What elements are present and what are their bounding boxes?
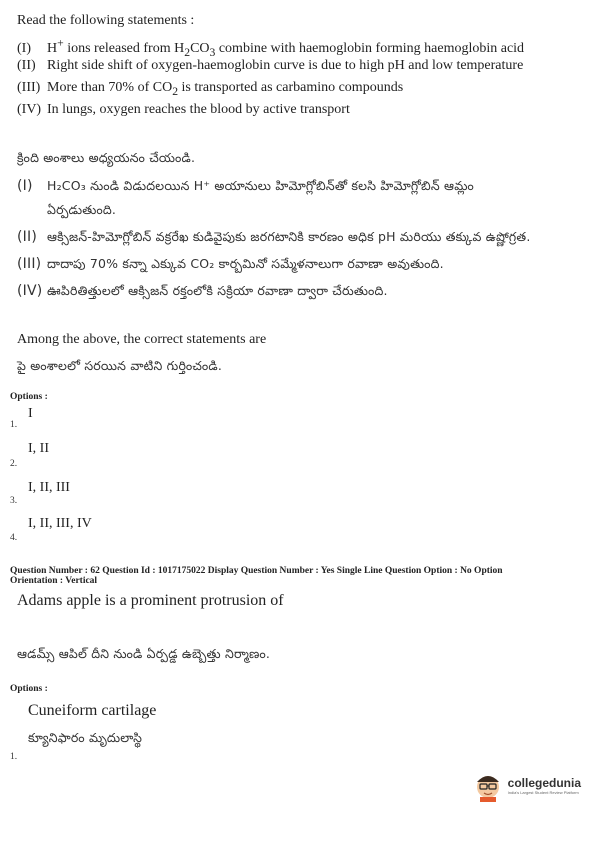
statement-number: (I): [17, 40, 31, 56]
q62-meta-line-2: Orientation : Vertical: [10, 576, 98, 586]
q61-question-telugu: పై అంశాలలో సరయిన వాటిని గుర్తించండి.: [17, 358, 223, 373]
q61-option-4-number: 4.: [10, 533, 18, 543]
q61-statement-1: [17, 36, 524, 58]
q61-statement-4: [17, 102, 350, 118]
logo-tagline: India's Largest Student Review Platform: [507, 789, 579, 795]
statement-number: (II): [17, 229, 37, 245]
statement-number: (III): [17, 256, 42, 272]
statement-text: H₂CO₃ నుండి విడుదలయిన H⁺ అయానులు హిమోగ్లోబిన్‌తో కలసి హిమోగ్లోబిన్ ఆమ్లం: [47, 178, 474, 193]
q61-telugu-statement-1: [17, 178, 474, 197]
statement-text: దాదాపు 70% కన్నా ఎక్కువ CO₂ కార్బమినో సమ్మేళనాలుగా రవాణా అవుతుంది.: [47, 256, 444, 271]
q61-option-4-text[interactable]: I, II, III, IV: [28, 516, 92, 531]
q62-question: Adams apple is a prominent protrusion of: [17, 592, 284, 609]
statement-number: (I): [17, 178, 33, 194]
q61-option-1-text[interactable]: I: [28, 406, 33, 421]
statement-text: Right side shift of oxygen-haemoglobin curve is due to high pH and low temperature: [47, 58, 524, 73]
q61-telugu-statement-1-cont: ఏర్పడుతుంది.: [47, 202, 117, 217]
q61-option-2-number: 2.: [10, 459, 18, 469]
q61-telugu-statement-2: [17, 229, 531, 248]
q62-option-1-number: 1.: [10, 752, 18, 762]
q61-option-1-number: 1.: [10, 420, 18, 430]
q61-option-3-text[interactable]: I, II, III: [28, 480, 70, 495]
q62-question-telugu: ఆడమ్స్ ఆపిల్ దీని నుండి ఏర్పడ్డ ఉబ్బెత్తు నిర్మాణం.: [17, 646, 271, 661]
q61-option-2-text[interactable]: I, II: [28, 441, 49, 456]
mascot-icon: [471, 768, 505, 802]
q61-telugu-statement-3: [17, 256, 444, 275]
collegedunia-logo: [471, 768, 581, 802]
q62-options-label: Options :: [10, 684, 48, 694]
q62-option-1-text[interactable]: Cuneiform cartilage: [28, 702, 157, 719]
q61-statement-3: [17, 80, 403, 98]
statement-number: (II): [17, 58, 36, 73]
q61-telugu-statement-4: [17, 283, 388, 302]
q61-options-label: Options :: [10, 392, 48, 402]
q62-option-1-telugu[interactable]: క్యూనిఫారం మృదులాస్థి: [28, 730, 143, 745]
q61-intro: Read the following statements :: [17, 13, 195, 28]
q61-option-3-number: 3.: [10, 496, 18, 506]
statement-number: (III): [17, 80, 41, 95]
statement-number: (IV): [17, 283, 43, 299]
q61-question: Among the above, the correct statements are: [17, 332, 267, 347]
statement-text: More than 70% of $CO_2$ is transported as carbamino compounds: [47, 80, 404, 98]
statement-text: In lungs, oxygen reaches the blood by active transport: [47, 102, 350, 117]
q61-telugu-intro: క్రింది అంశాలు అధ్యయనం చేయండి.: [17, 150, 196, 165]
q62-meta-line-1: Question Number : 62 Question Id : 1017175022 Display Question Number : Yes Single Line Question Option : No Option: [10, 566, 503, 576]
q61-statement-2: [17, 58, 523, 74]
statement-text: ఊపిరితిత్తులలో ఆక్సిజన్ రక్తంలోకి సక్రియా రవాణా ద్వారా చేరుతుంది.: [47, 283, 388, 298]
logo-name: collegedunia: [507, 775, 581, 790]
statement-text: ఆక్సిజన్-హిమోగ్లోబిన్ వక్రరేఖ కుడివైపుకు జరగటానికి కారణం అధిక pH మరియు తక్కువ ఉష్ణోగ్రత.: [47, 229, 531, 244]
statement-text: H+ ions released from $H_2CO_3$ combine with haemoglobin forming haemoglobin acid: [47, 36, 525, 59]
statement-number: (IV): [17, 102, 42, 117]
